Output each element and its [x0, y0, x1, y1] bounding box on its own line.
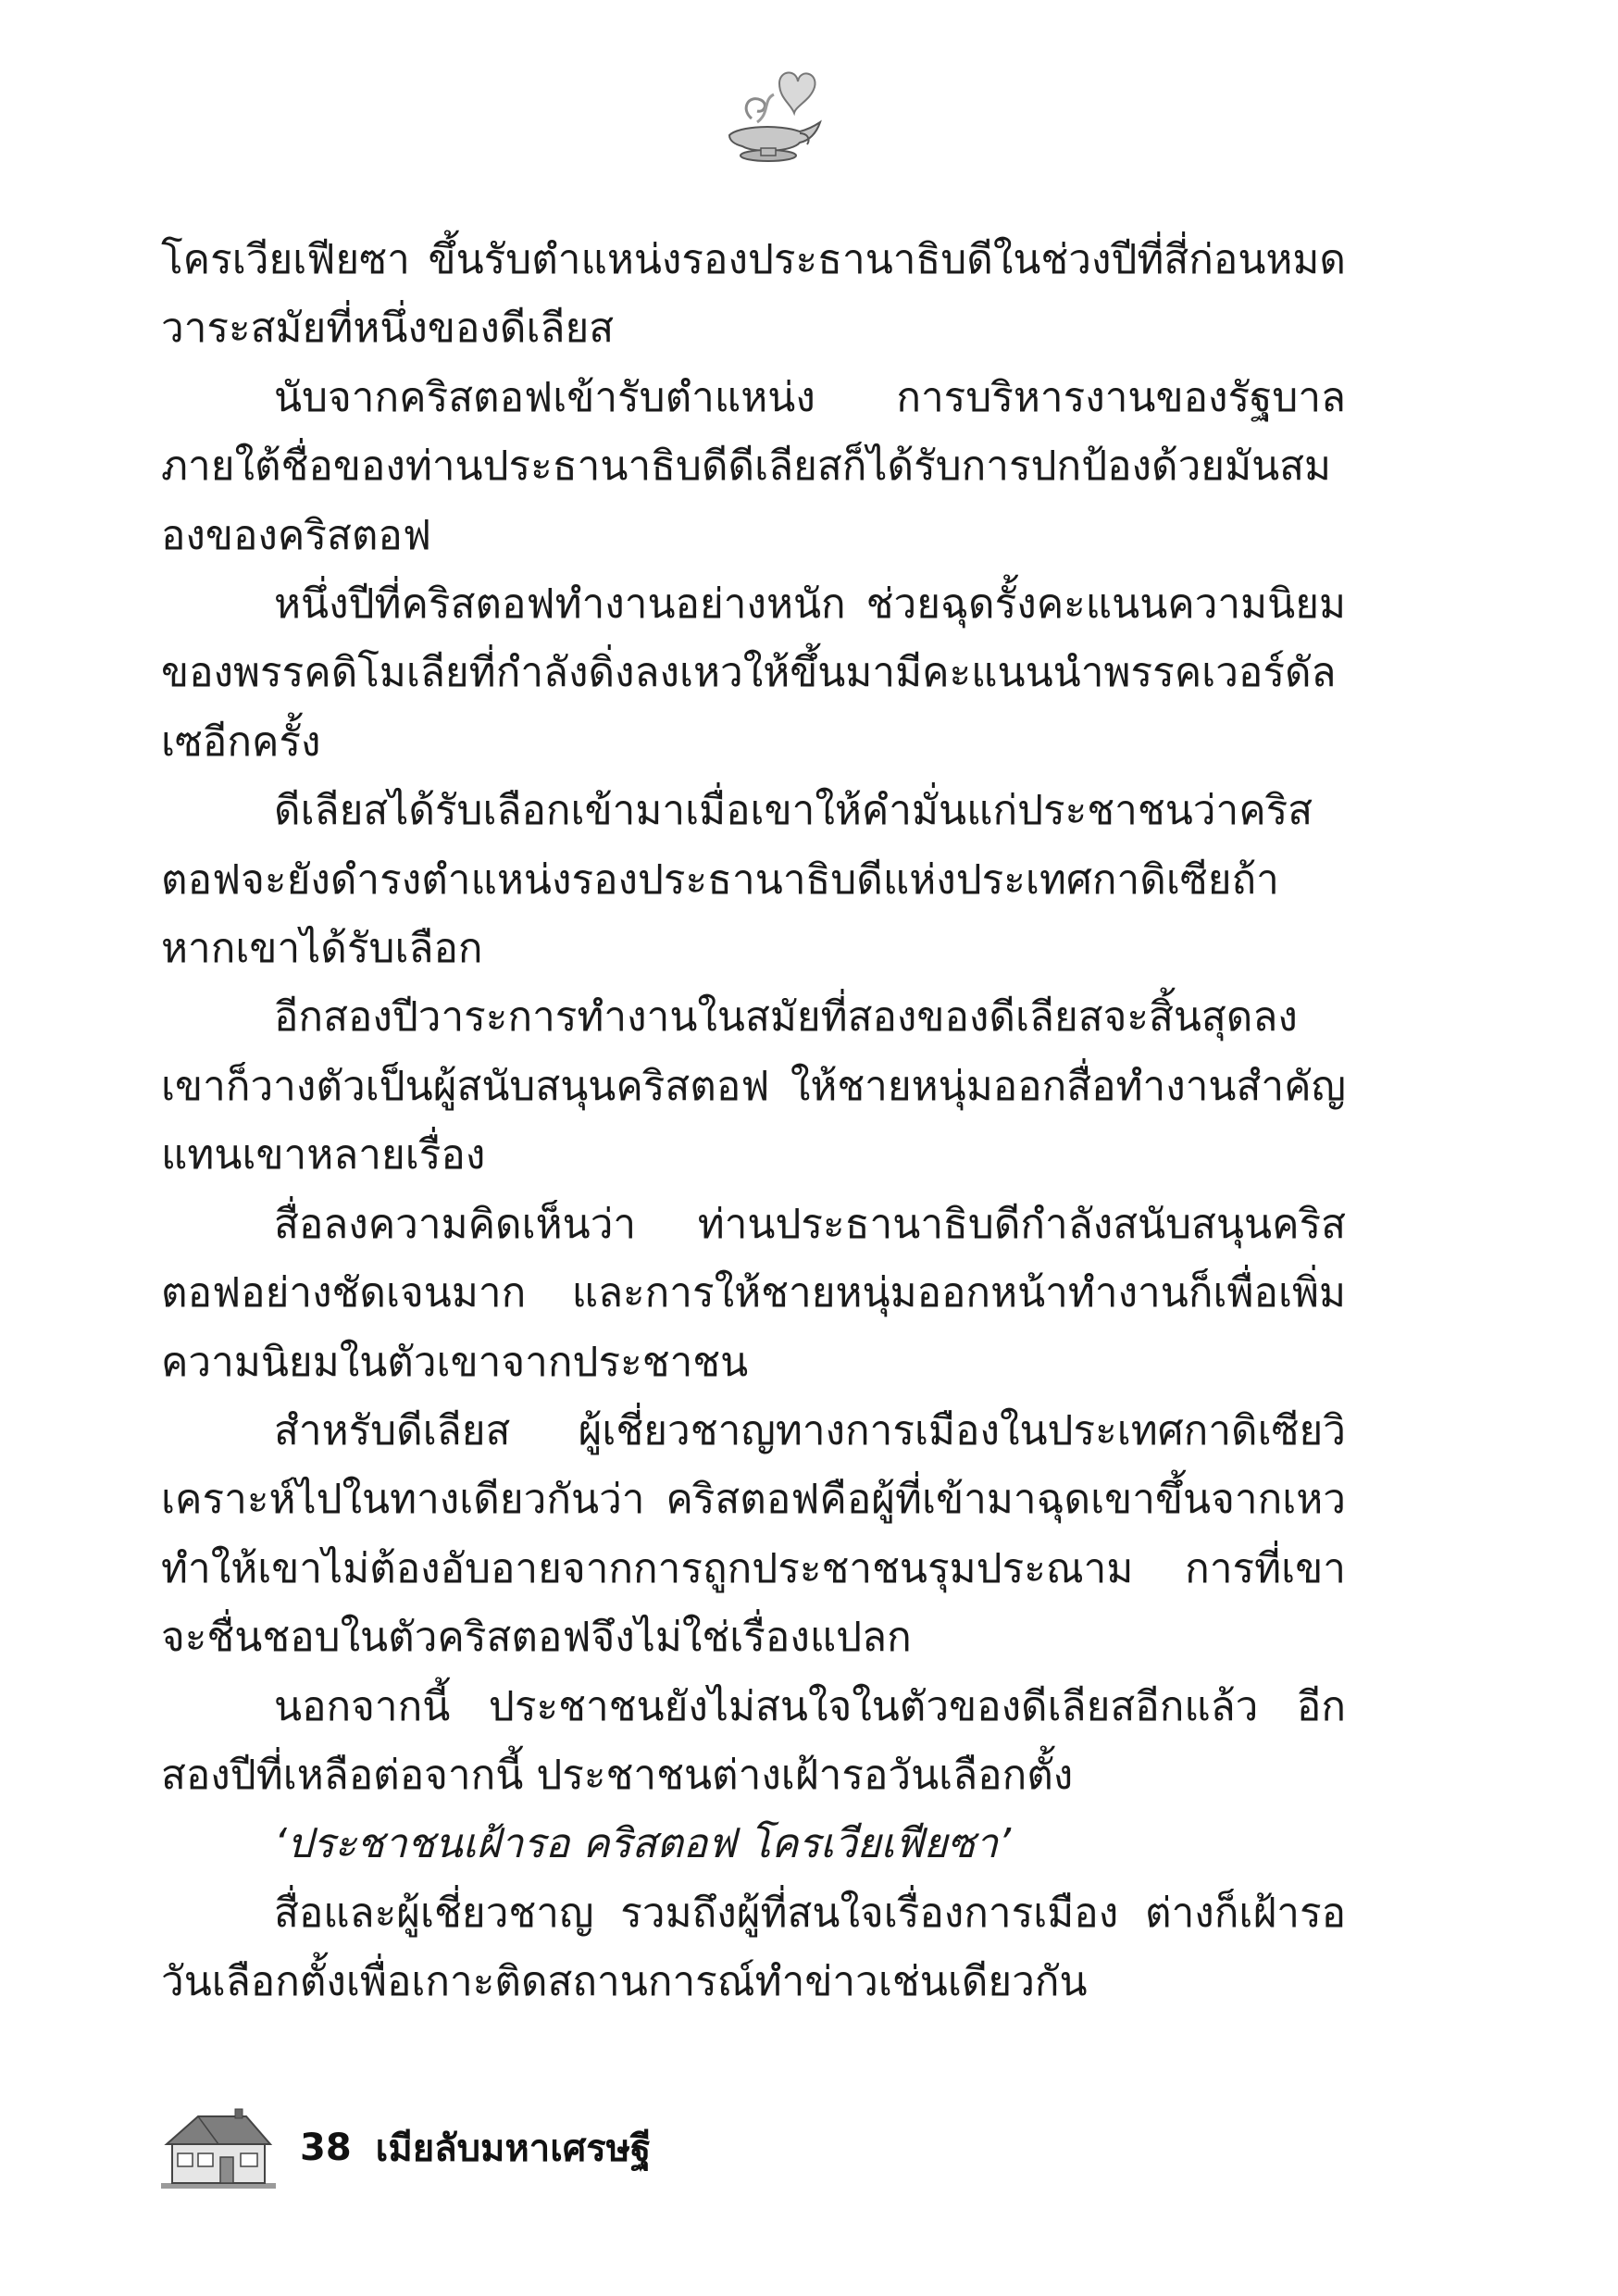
genie-lamp-with-heart-icon — [715, 57, 826, 168]
paragraph: สำหรับดีเลียส ผู้เชี่ยวชาญทางการเมืองในประเทศกาดิเซียวิเคราะห์ไปในทางเดียวกันว่า คริสตอฟคือผู้ที่เข้ามาฉุดเขาขึ้นจากเหวทำให้เขาไม่ต้องอับอายจากการถูกประชาชนรุมประณาม การที่เขาจะชื่นชอบในตัวคริสตอฟจึงไม่ใช่เรื่องแปลก — [161, 1406, 1346, 1662]
body-text — [161, 226, 1346, 2017]
paragraph: ดีเลียสได้รับเลือกเข้ามาเมื่อเขาให้คำมั่นแก่ประชาชนว่าคริสตอฟจะยังดำรงตำแหน่งรองประธานาธิบดีแห่งประเทศกาดิเซียถ้าหากเขาได้รับเลือก — [161, 787, 1313, 973]
book-title: เมียลับมหาเศรษฐี — [375, 2128, 652, 2170]
house-icon — [161, 2105, 276, 2190]
paragraph: หนึ่งปีที่คริสตอฟทำงานอย่างหนัก ช่วยฉุดรั้งคะแนนความนิยมของพรรคดิโมเลียที่กำลังดิ่งลงเหวให้ขึ้นมามีคะแนนนำพรรคเวอร์ดัลเซอีกครั้ง — [161, 580, 1346, 766]
paragraph: สื่อลงความคิดเห็นว่า ท่านประธานาธิบดีกำลังสนับสนุนคริสตอฟอย่างชัดเจนมาก และการให้ชายหนุ่มออกหน้าทำงานก็เพื่อเพิ่มความนิยมในตัวเขาจากประชาชน — [161, 1200, 1346, 1386]
page-footer — [161, 2102, 651, 2194]
paragraph: สื่อและผู้เชี่ยวชาญ รวมถึงผู้ที่สนใจเรื่องการเมือง ต่างก็เฝ้ารอวันเลือกตั้งเพื่อเกาะติดสถานการณ์ทำข่าวเช่นเดียวกัน — [161, 1889, 1346, 2006]
paragraph: นับจากคริสตอฟเข้ารับตำแหน่ง การบริหารงานของรัฐบาลภายใต้ชื่อของท่านประธานาธิบดีดีเลียสก็ได้รับการปกป้องด้วยมันสมองของคริสตอฟ — [161, 373, 1346, 559]
page-number: 38 — [300, 2127, 352, 2169]
paragraph: นอกจากนี้ ประชาชนยังไม่สนใจในตัวของดีเลียสอีกแล้ว อีกสองปีที่เหลือต่อจากนี้ ประชาชนต่างเฝ้ารอวันเลือกตั้ง — [161, 1682, 1346, 1799]
paragraph: อีกสองปีวาระการทำงานในสมัยที่สองของดีเลียสจะสิ้นสุดลง เขาก็วางตัวเป็นผู้สนับสนุนคริสตอฟ ให้ชายหนุ่มออกสื่อทำงานสำคัญแทนเขาหลายเรื่อง — [161, 993, 1346, 1179]
quote-paragraph: ‘ประชาชนเฝ้ารอ คริสตอฟ โครเวียเฟียซา’ — [274, 1820, 1012, 1868]
paragraph: โครเวียเฟียซา ขึ้นรับตำแหน่งรองประธานาธิบดีในช่วงปีที่สี่ก่อนหมดวาระสมัยที่หนึ่งของดีเลียส — [161, 236, 1346, 353]
